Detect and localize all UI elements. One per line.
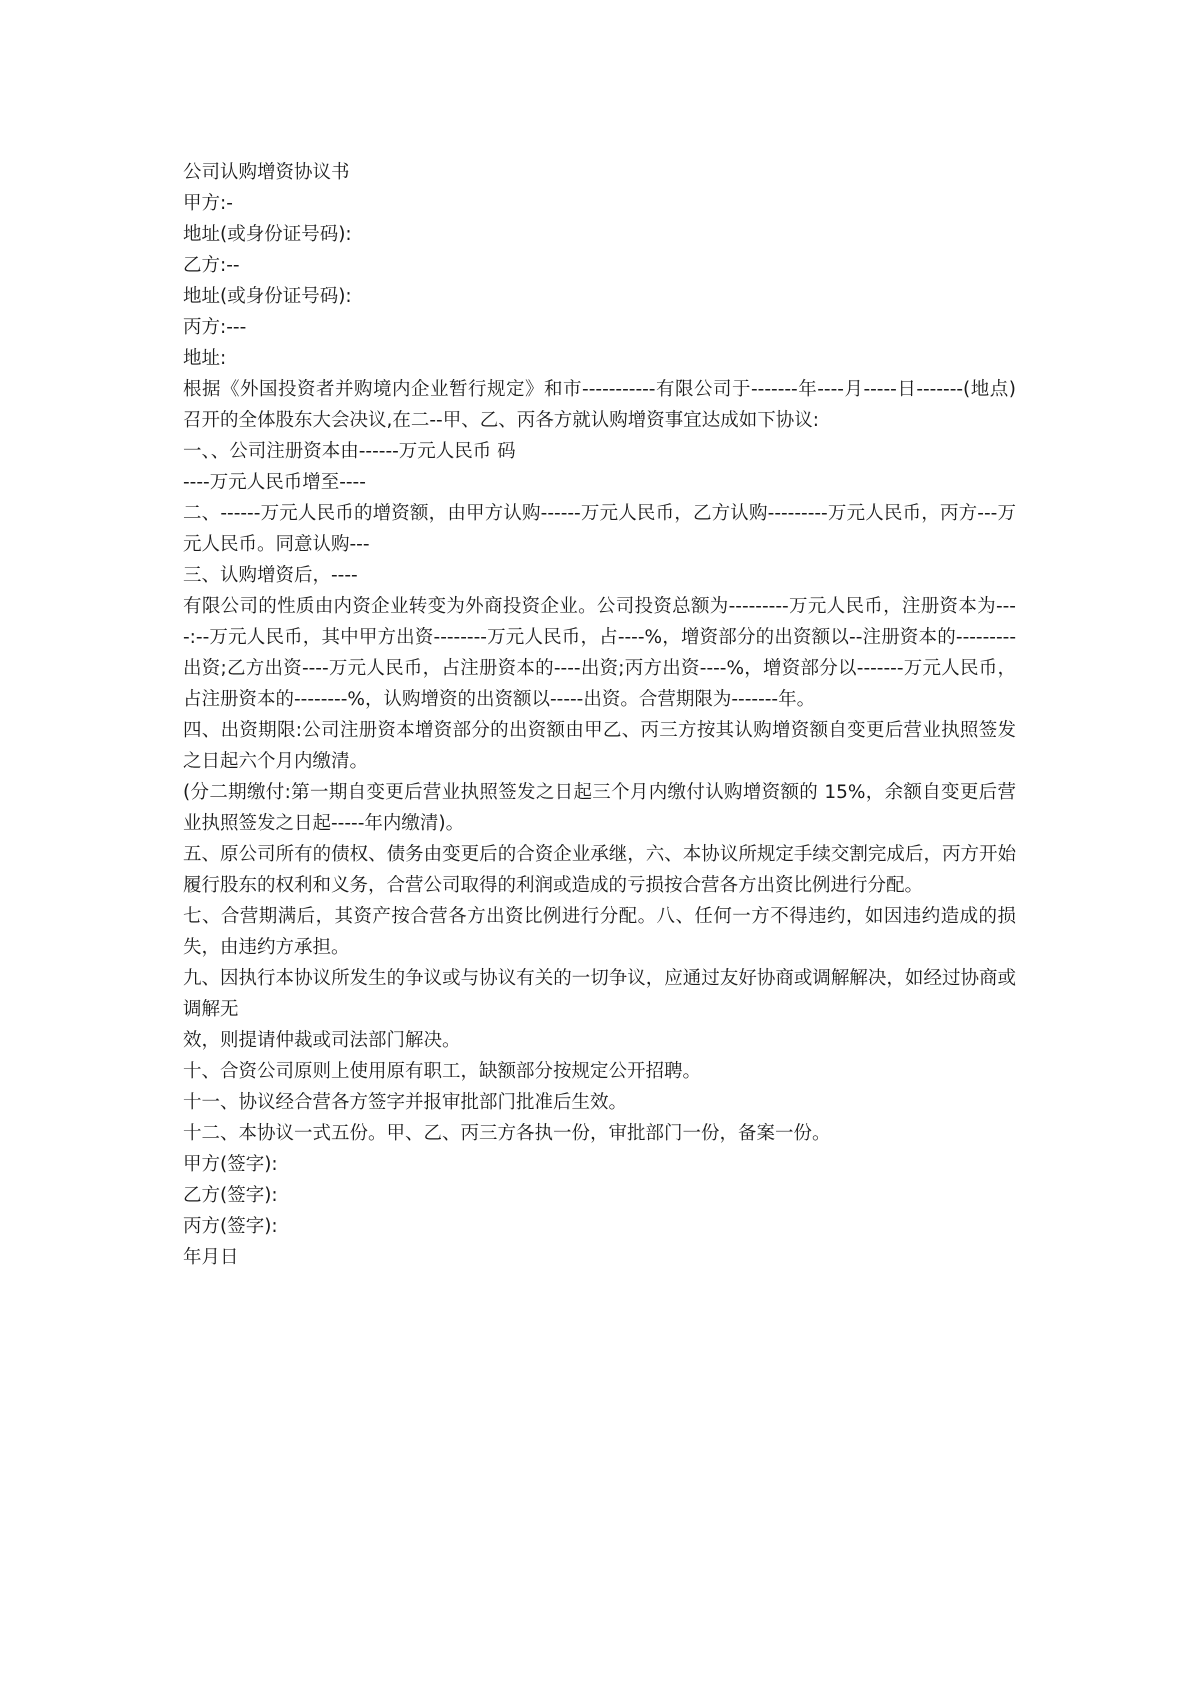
clause-3-paragraph: 有限公司的性质由内资企业转变为外商投资企业。公司投资总额为---------万元人民币，注册资本为----:--万元人民币，其中甲方出资--------万元人民币，占----%，增资部分的出资额以--注册资本的---------出资;乙方出资----万元人民币，占注册资本的----出资;丙方出资----%，增资部分以-------万元人民币，占注册资本的--------%，认购增资的出资额以-----出资。合营期限为-------年。 (183, 596, 1016, 710)
clause-2-paragraph: 二、------万元人民币的增资额，由甲方认购------万元人民币，乙方认购---------万元人民币，丙方---万元人民币。同意认购--- (183, 503, 1016, 555)
preamble-paragraph: 根据《外国投资者并购境内企业暂行规定》和市-----------有限公司于-------年----月-----日-------(地点)召开的全体股东大会决议,在二--甲、乙、丙各方就认购增资事宜达成如下协议: (183, 379, 1016, 431)
party-c-address-line: 地址: (183, 348, 227, 369)
clause-10-line: 十、合资公司原则上使用原有职工，缺额部分按规定公开招聘。 (183, 1061, 702, 1082)
clause-3-heading: 三、认购增资后，---- (183, 565, 358, 586)
clause-4-paragraph: 四、出资期限:公司注册资本增资部分的出资额由甲乙、丙三方按其认购增资额自变更后营业执照签发之日起六个月内缴清。 (183, 720, 1016, 772)
document-body (183, 157, 1016, 1273)
party-a-line: 甲方:- (183, 193, 233, 214)
clause-1-line-1: 一、、公司注册资本由------万元人民币 码 (183, 441, 516, 462)
clause-9-paragraph: 九、因执行本协议所发生的争议或与协议有关的一切争议，应通过友好协商或调解解决，如经过协商或调解无 (183, 968, 1016, 1020)
clause-9-continuation: 效，则提请仲裁或司法部门解决。 (183, 1030, 461, 1051)
signature-party-b: 乙方(签字): (183, 1185, 278, 1206)
signature-party-c: 丙方(签字): (183, 1216, 278, 1237)
clause-1-line-2: ----万元人民币增至---- (183, 472, 366, 493)
party-b-line: 乙方:-- (183, 255, 240, 276)
clause-12-line: 十二、本协议一式五份。甲、乙、丙三方各执一份，审批部门一份，备案一份。 (183, 1123, 831, 1144)
clause-5-6-paragraph: 五、原公司所有的债权、债务由变更后的合资企业承继，六、本协议所规定手续交割完成后，丙方开始履行股东的权利和义务，合营公司取得的利润或造成的亏损按合营各方出资比例进行分配。 (183, 844, 1016, 896)
signature-party-a: 甲方(签字): (183, 1154, 278, 1175)
party-a-address-line: 地址(或身份证号码): (183, 224, 352, 245)
party-c-line: 丙方:--- (183, 317, 247, 338)
clause-7-8-paragraph: 七、合营期满后，其资产按合营各方出资比例进行分配。八、任何一方不得违约，如因违约造成的损失，由违约方承担。 (183, 906, 1016, 958)
party-b-address-line: 地址(或身份证号码): (183, 286, 352, 307)
clause-4-note: (分二期缴付:第一期自变更后营业执照签发之日起三个月内缴付认购增资额的 15%，余额自变更后营业执照签发之日起-----年内缴清)。 (183, 782, 1016, 834)
clause-11-line: 十一、协议经合营各方签字并报审批部门批准后生效。 (183, 1092, 628, 1113)
date-line: 年月日 (183, 1247, 239, 1268)
document-title: 公司认购增资协议书 (183, 162, 350, 183)
